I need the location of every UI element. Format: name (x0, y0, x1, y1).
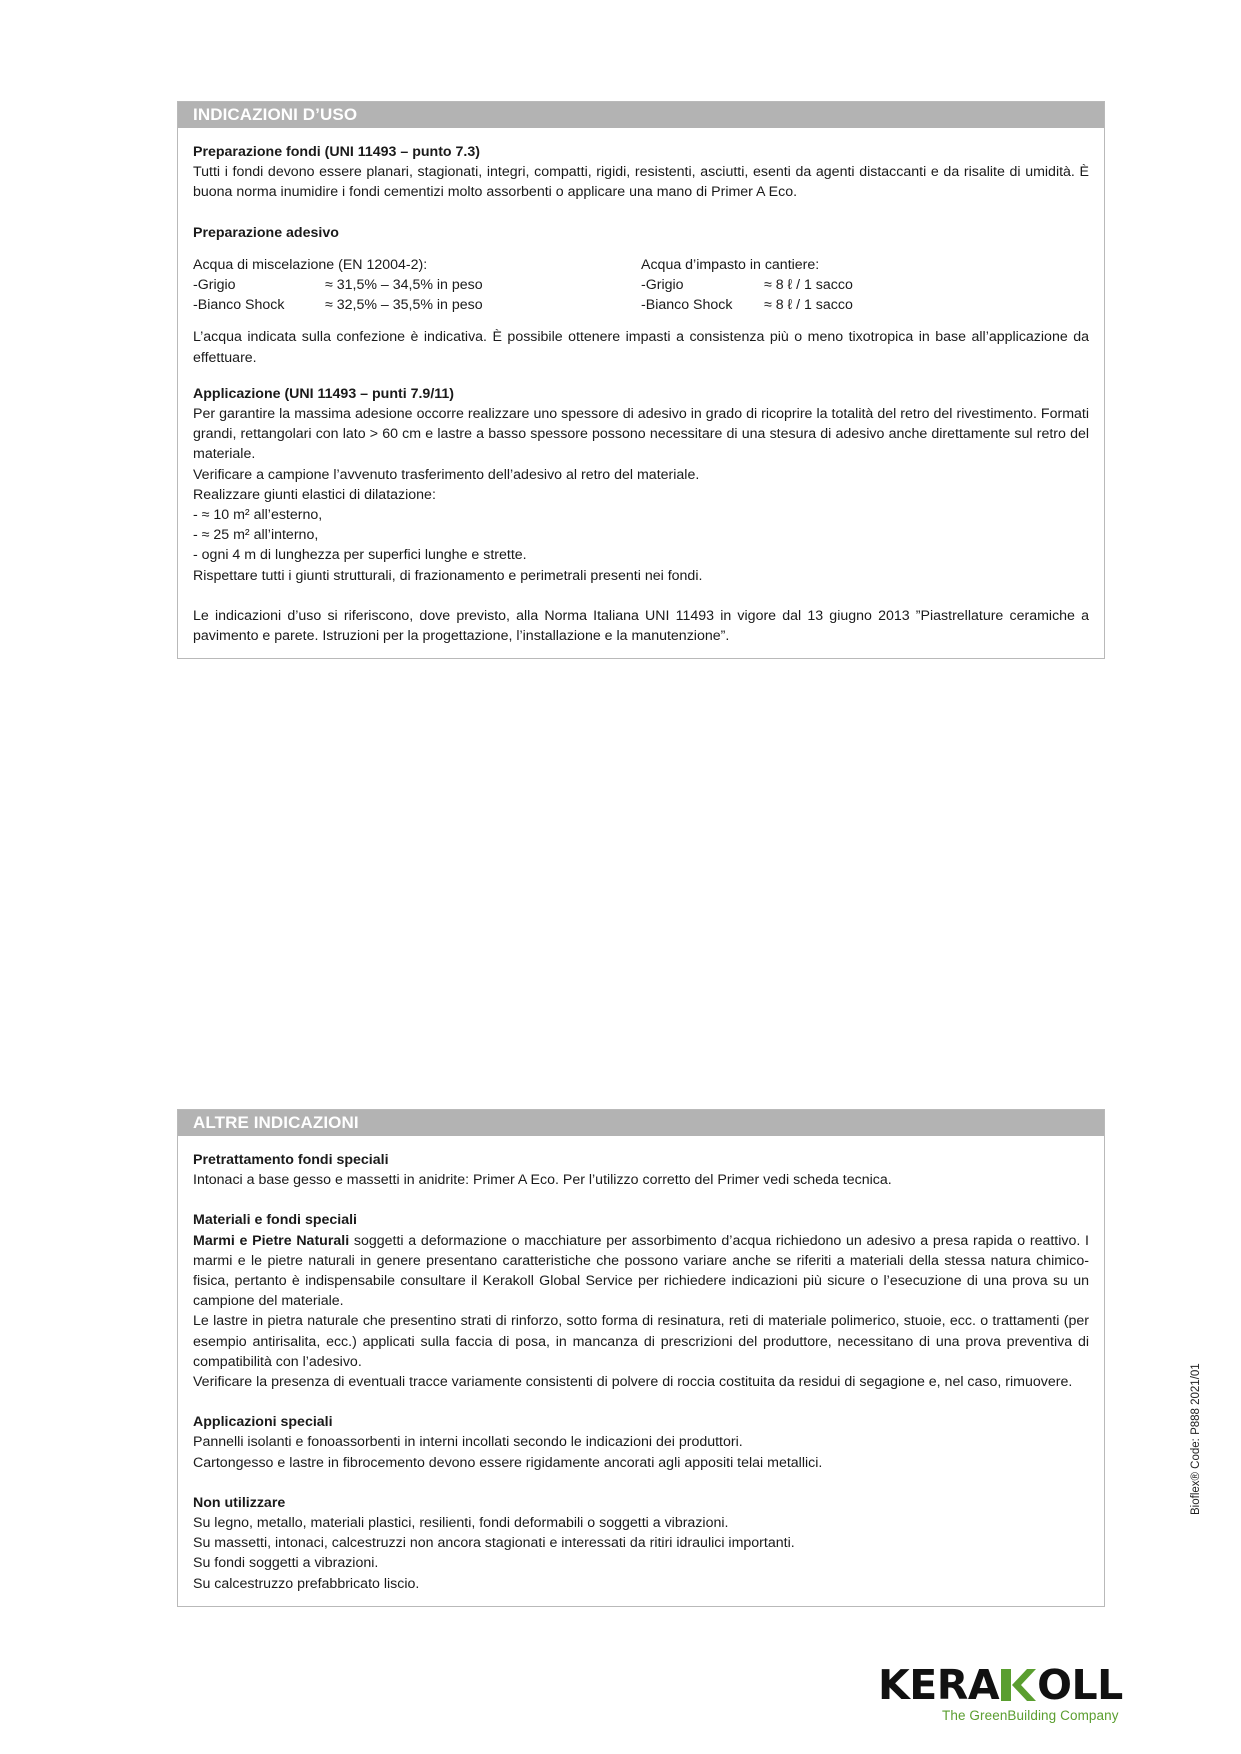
indicazioni-uso-section (177, 101, 1105, 659)
norma-note: Le indicazioni d’uso si riferiscono, dove previsto, alla Norma Italiana UNI 11493 in vigore dal 13 giugno 2013 ”Piastrellature ceramiche a pavimento e parete. Istruzioni per la progettazione, l’installazione e la manutenzione”. (193, 607, 1089, 645)
non-utilizzare-heading: Non utilizzare (193, 1494, 286, 1511)
row-value: ≈ 31,5% – 34,5% in peso (325, 277, 483, 294)
row-value: ≈ 32,5% – 35,5% in peso (325, 297, 483, 314)
lastre-text: Le lastre in pietra naturale che presentino strati di rinforzo, sotto forma di resinatura, reti di materiale polimerico, stuoie, ecc. o trattamenti (per esempio antirisalita, ecc.) applicati sulla faccia di posa, in mancanza di prescrizioni del produttore, necessitano di una prova preventiva di compatibilità con l’adesivo. (193, 1313, 1089, 1370)
applicazione-line: Per garantire la massima adesione occorre realizzare uno spessore di adesivo in grado di ricoprire la totalità del retro del rivestimento. Formati grandi, rettangolari con lato > 60 cm e lastre a basso spessore possono necessitare di una stesura di adesivo anche direttamente sul retro del materiale. (193, 406, 1089, 463)
kerakoll-logo (878, 1662, 1138, 1728)
non-utilizzare-line: Su calcestruzzo prefabbricato liscio. (193, 1575, 420, 1592)
logo-k-icon (1000, 1666, 1036, 1704)
applicazione-heading: Applicazione (UNI 11493 – punti 7.9/11) (193, 385, 454, 402)
applicazione-line: Verificare a campione l’avvenuto trasferimento dell’adesivo al retro del materiale. (193, 466, 700, 483)
prep-fondi-heading: Preparazione fondi (UNI 11493 – punto 7.3) (193, 144, 480, 160)
applicazioni-line: Cartongesso e lastre in fibrocemento devono essere rigidamente ancorati agli appositi telai metallici. (193, 1454, 823, 1471)
materiali-bold: Marmi e Pietre Naturali (193, 1232, 350, 1249)
col-row (193, 295, 641, 315)
applicazione-line: Realizzare giunti elastici di dilatazione: (193, 486, 436, 503)
water-columns (193, 255, 1089, 316)
row-label: -Grigio (193, 277, 236, 294)
non-utilizzare-line: Su legno, metallo, materiali plastici, resilienti, fondi deformabili o soggetti a vibrazioni. (193, 1515, 729, 1532)
logo-wordmark (878, 1662, 1138, 1708)
non-utilizzare-line: Su massetti, intonaci, calcestruzzi non ancora stagionati e interessati da ritiri idraulici importanti. (193, 1535, 795, 1552)
row-label: -Bianco Shock (641, 297, 733, 314)
product-code: Bioflex® Code: P888 2021/01 (1190, 1363, 1202, 1515)
col-row (641, 295, 1089, 315)
verificare-text: Verificare la presenza di eventuali tracce variamente consistenti di polvere di roccia costituita da residui di segagione e, nel caso, rimuovere. (193, 1374, 1073, 1391)
prep-fondi-text: Tutti i fondi devono essere planari, stagionati, integri, compatti, rigidi, resistenti, asciutti, esenti da agenti distaccanti e da risalite di umidità. È buona norma inumidire i fondi cementizi molto assorbenti o applicare una mano di Primer A Eco. (193, 164, 1089, 201)
water-col-right (641, 255, 1089, 316)
applicazioni-line: Pannelli isolanti e fonoassorbenti in interni incollati secondo le indicazioni dei produttori. (193, 1434, 743, 1451)
col-row (641, 275, 1089, 295)
applicazione-line: - ≈ 10 m² all’esterno, (193, 507, 323, 524)
materiali-heading: Materiali e fondi speciali (193, 1212, 357, 1229)
logo-left: KERA (878, 1661, 1000, 1709)
acqua-note: L’acqua indicata sulla confezione è indicativa. È possibile ottenere impasti a consistenza più o meno tixotropica in base all’applicazione da effettuare. (193, 329, 1089, 366)
applicazione-line: - ogni 4 m di lunghezza per superfici lunghe e strette. (193, 547, 527, 564)
row-value: ≈ 8 ℓ / 1 sacco (764, 297, 853, 314)
non-utilizzare-line: Su fondi soggetti a vibrazioni. (193, 1555, 379, 1572)
water-col-left (193, 255, 641, 316)
section-title: ALTRE INDICAZIONI (178, 1110, 1104, 1136)
pretrattamento-heading: Pretrattamento fondi speciali (193, 1152, 389, 1168)
altre-indicazioni-section (177, 1109, 1105, 1607)
applicazioni-heading: Applicazioni speciali (193, 1414, 333, 1431)
section-title: INDICAZIONI D’USO (178, 102, 1104, 128)
col-heading: Acqua di miscelazione (EN 12004-2): (193, 256, 428, 273)
prep-adesivo-heading: Preparazione adesivo (193, 224, 339, 241)
col-heading: Acqua d’impasto in cantiere: (641, 256, 820, 273)
row-label: -Grigio (641, 277, 684, 294)
col-row (193, 275, 641, 295)
section-body (178, 128, 1104, 658)
applicazione-line: - ≈ 25 m² all’interno, (193, 527, 319, 544)
materiali-text: soggetti a deformazione o macchiature per assorbimento d’acqua richiedono un adesivo a presa rapida o reattivo. I marmi e le pietre naturali in genere presentano caratteristiche che possono variare anche se riferiti a materiali della stessa natura chimico-fisica, pertanto è indispensabile consultare il Kerakoll Global Service per richiedere indicazioni più sicure o l’esecuzione di una prova su un campione del materiale. (193, 1232, 1089, 1310)
pretrattamento-text: Intonaci a base gesso e massetti in anidrite: Primer A Eco. Per l’utilizzo corretto del Primer vedi scheda tecnica. (193, 1172, 892, 1189)
applicazione-line: Rispettare tutti i giunti strutturali, di frazionamento e perimetrali presenti nei fondi. (193, 567, 703, 584)
section-body (178, 1136, 1104, 1606)
row-value: ≈ 8 ℓ / 1 sacco (764, 277, 853, 294)
logo-right: OLL (1037, 1661, 1123, 1709)
materiali-paragraph (193, 1231, 1089, 1312)
logo-tagline: The GreenBuilding Company (942, 1708, 1119, 1723)
row-label: -Bianco Shock (193, 297, 285, 314)
